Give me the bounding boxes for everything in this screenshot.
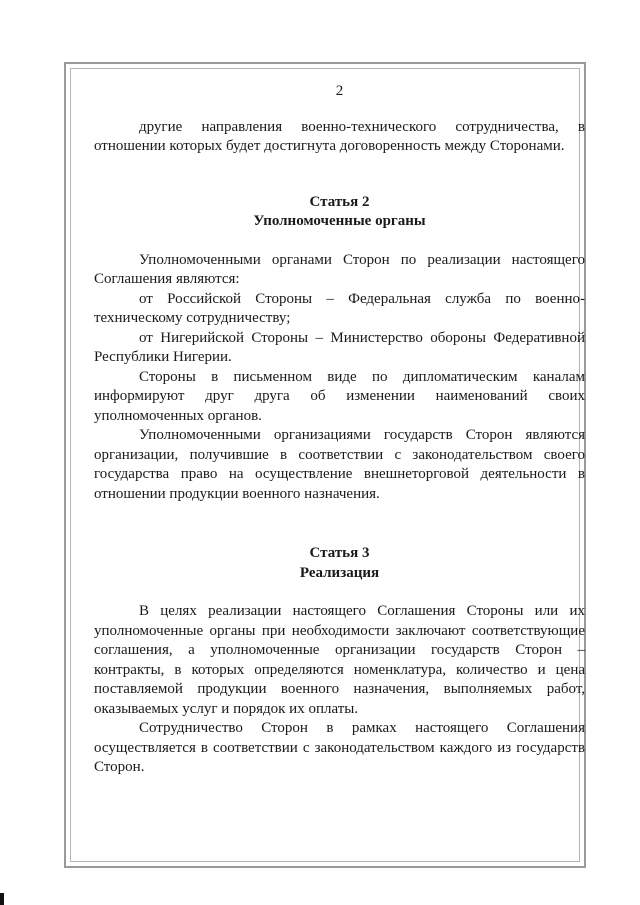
article-3-paragraph: В целях реализации настоящего Соглашения Стороны или их уполномоченные органы при необходимости заключают соответствующие соглашения, а уполномоченные организации государств Сторон – контракты, в которых определяются номенклатура, количество и цена поставляемой продукции военного назначения, выполняемых работ, оказываемых услуг и порядок их оплаты. — [94, 603, 585, 717]
page-number: 2 — [335, 83, 344, 99]
article-2-heading: Статья 2 — [309, 193, 370, 210]
article-3-title: Реализация — [299, 564, 380, 581]
document-body — [94, 82, 585, 778]
article-2-paragraph: Стороны в письменном виде по дипломатическим каналам информируют друг друга об изменении наименований своих уполномоченных органов. — [94, 368, 585, 424]
scan-edge-mark — [0, 893, 4, 905]
article-3-paragraph: Сотрудничество Сторон в рамках настоящего Соглашения осуществляется в соответствии с законодательством каждого из государств Сторон. — [94, 720, 585, 775]
article-2-paragraph: Уполномоченными органами Сторон по реализации настоящего Соглашения являются: — [94, 251, 585, 287]
intro-paragraph: другие направления военно-технического сотрудничества, в отношении которых будет достигнута договоренность между Сторонами. — [94, 118, 585, 154]
article-2-title: Уполномоченные органы — [253, 213, 426, 229]
article-3-heading: Статья 3 — [309, 545, 370, 561]
article-3 — [94, 544, 585, 778]
article-2-paragraph: от Российской Стороны – Федеральная служба по военно-техническому сотрудничеству; — [94, 290, 585, 326]
article-2 — [94, 193, 585, 505]
article-2-paragraph: Уполномоченными организациями государств Сторон являются организации, получившие в соответствии с законодательством своего государства право на осуществление внешнеторговой деятельности в отношении продукции военного назначения. — [94, 427, 585, 502]
article-2-paragraph: от Нигерийской Стороны – Министерство обороны Федеративной Республики Нигерии. — [94, 329, 585, 365]
